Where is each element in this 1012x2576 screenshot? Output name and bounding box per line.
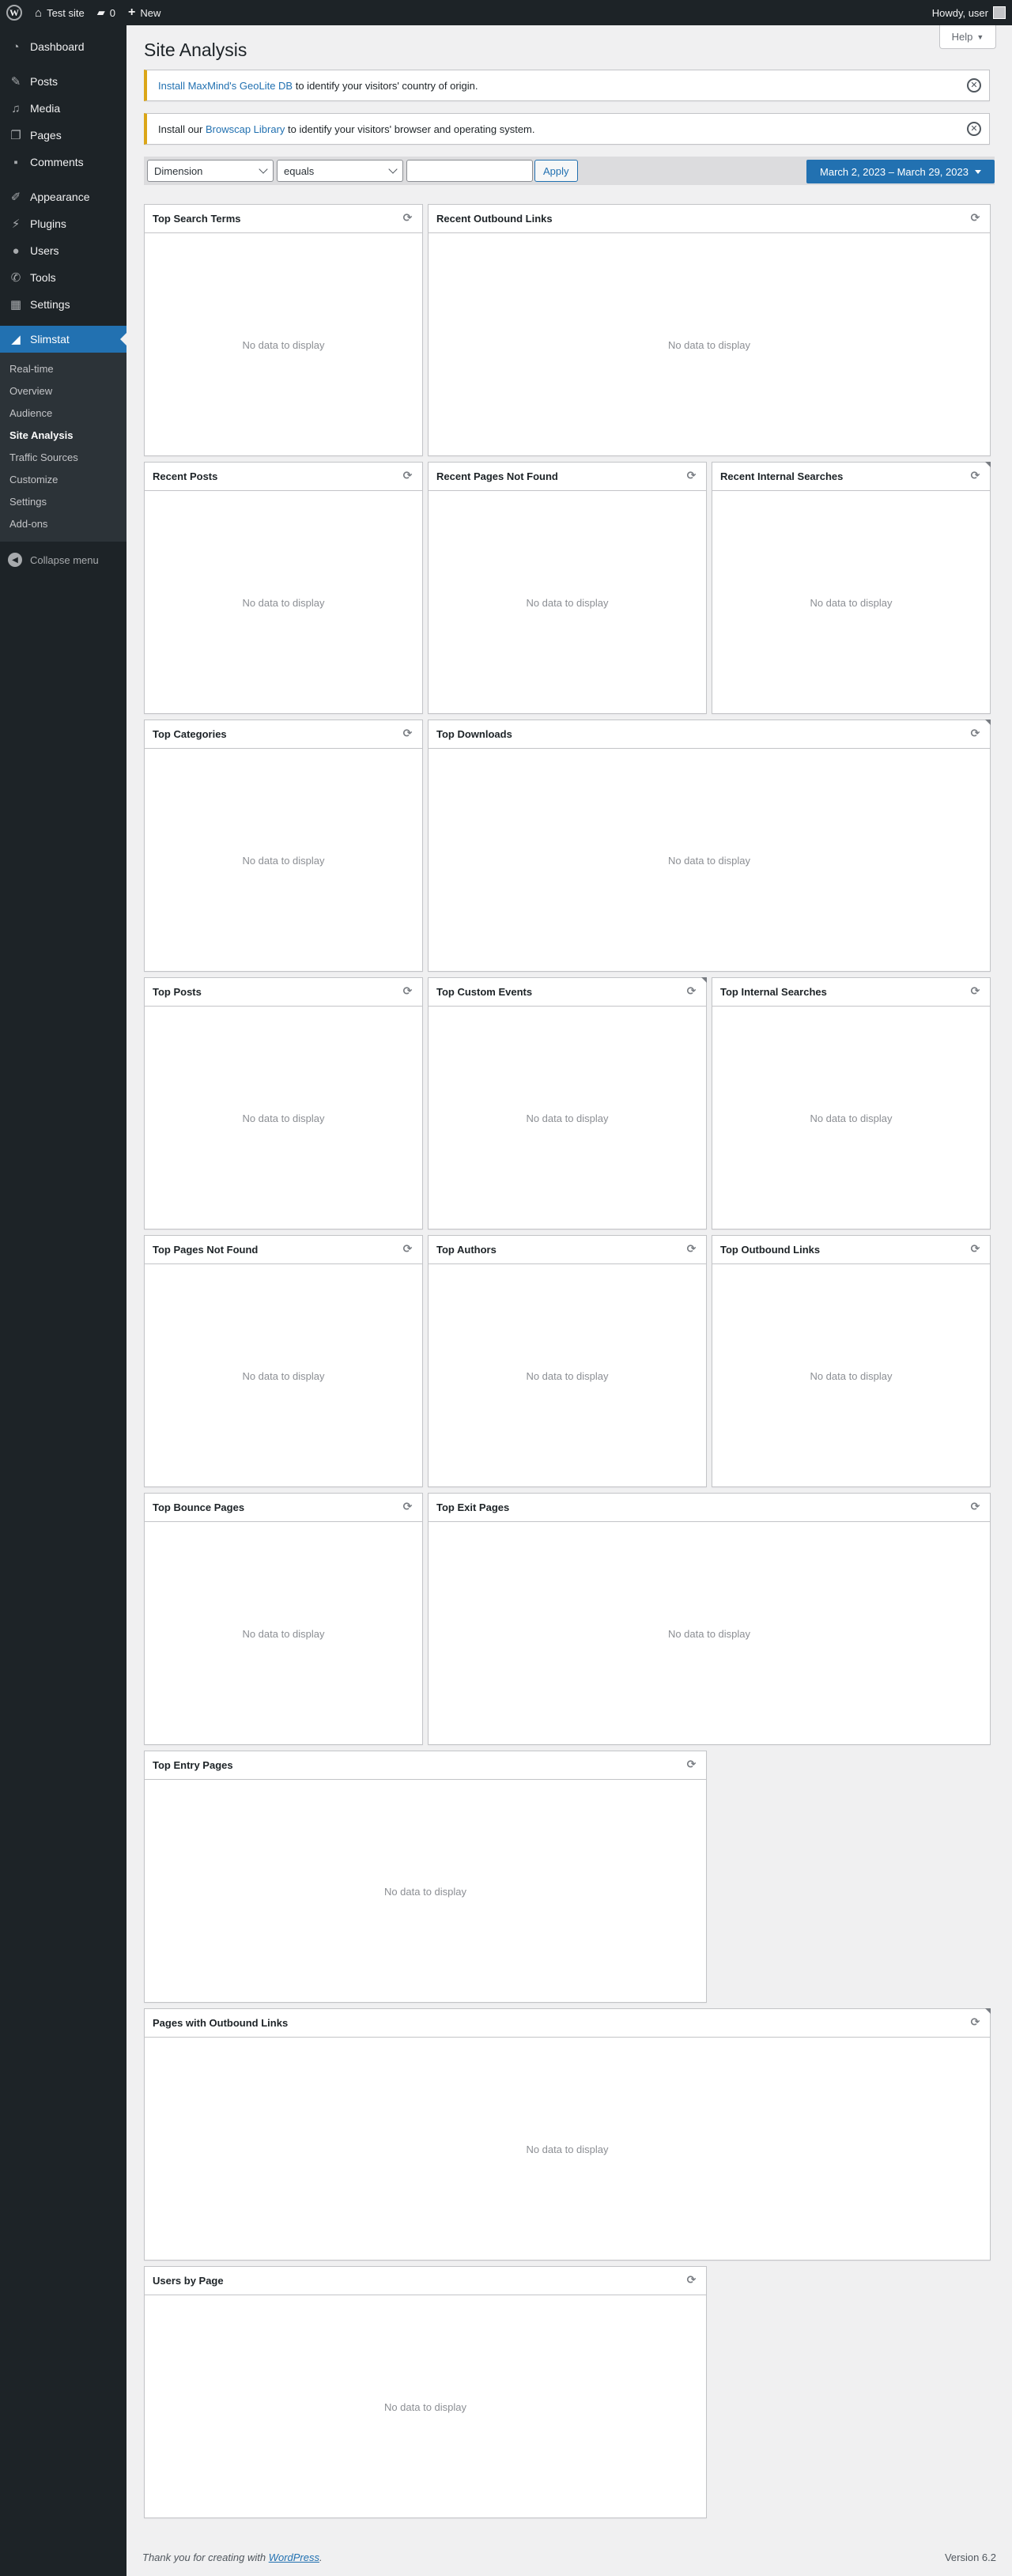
report-box-title: Top Internal Searches xyxy=(720,986,827,998)
refresh-icon[interactable]: ⟳ xyxy=(402,984,413,997)
report-box-empty: No data to display xyxy=(667,338,751,351)
submenu-item-customize[interactable]: Customize xyxy=(9,474,59,485)
report-box-empty: No data to display xyxy=(526,2143,609,2155)
sidebar-item-label: Tools xyxy=(30,271,56,284)
report-box-header[interactable] xyxy=(429,1494,990,1522)
report-box-recent-internal-searches xyxy=(712,462,991,714)
comment-icon: ▪ xyxy=(13,155,18,169)
sidebar-item-label: Appearance xyxy=(30,191,90,203)
report-box-top-categories xyxy=(144,720,423,972)
report-box-header[interactable] xyxy=(145,978,422,1007)
admin-bar xyxy=(0,0,1012,25)
refresh-icon[interactable]: ⟳ xyxy=(686,469,697,482)
report-box-title: Recent Outbound Links xyxy=(436,213,553,225)
refresh-icon[interactable]: ⟳ xyxy=(970,984,980,997)
refresh-icon[interactable]: ⟳ xyxy=(402,1242,413,1255)
report-box-empty: No data to display xyxy=(526,596,609,609)
refresh-icon[interactable]: ⟳ xyxy=(686,1242,697,1255)
sidebar-item-label: Settings xyxy=(30,298,70,311)
report-box-title: Top Categories xyxy=(153,728,227,740)
report-box-title: Top Authors xyxy=(436,1244,497,1256)
filter-bar xyxy=(144,157,995,185)
dashboard-icon: ◔ xyxy=(12,40,20,54)
report-box-title: Top Entry Pages xyxy=(153,1759,233,1771)
sidebar-item-slimstat[interactable] xyxy=(0,326,126,353)
report-box-header[interactable] xyxy=(429,205,990,233)
report-box-empty: No data to display xyxy=(810,1369,893,1382)
wordpress-logo-icon: W xyxy=(6,5,22,21)
report-box-header[interactable] xyxy=(145,720,422,749)
sidebar-item-label: Pages xyxy=(30,129,62,142)
report-box-empty: No data to display xyxy=(383,1885,467,1898)
sidebar-item-label: Comments xyxy=(30,156,84,168)
wrench-icon: ✆ xyxy=(10,271,21,285)
geolite-install-link[interactable]: Install MaxMind's GeoLite DB xyxy=(158,79,293,92)
report-box-title: Top Bounce Pages xyxy=(153,1501,245,1513)
sidebar-item-label: Slimstat xyxy=(30,333,70,346)
report-box-top-entry-pages xyxy=(144,1751,707,2003)
sidebar-item-comments[interactable] xyxy=(0,149,126,176)
report-box-top-downloads xyxy=(428,720,991,972)
report-box-header[interactable] xyxy=(145,1236,422,1264)
resize-corner-icon[interactable] xyxy=(985,720,991,725)
refresh-icon[interactable]: ⟳ xyxy=(970,211,980,224)
collapse-menu-button[interactable] xyxy=(0,546,126,573)
collapse-menu-label: Collapse menu xyxy=(30,553,99,566)
refresh-icon[interactable]: ⟳ xyxy=(402,469,413,482)
sidebar-item-label: Posts xyxy=(30,75,59,88)
refresh-icon[interactable]: ⟳ xyxy=(970,727,980,739)
submenu-item-site-analysis[interactable]: Site Analysis xyxy=(9,429,74,441)
wordpress-link[interactable]: WordPress xyxy=(268,2551,319,2563)
report-box-header[interactable] xyxy=(145,205,422,233)
report-box-title: Recent Internal Searches xyxy=(720,470,844,482)
plus-icon: + xyxy=(127,6,136,19)
report-box-title: Top Downloads xyxy=(436,728,512,740)
report-box-title: Recent Posts xyxy=(153,470,218,482)
plugin-icon: ⚡ xyxy=(11,217,21,231)
report-box-title: Top Posts xyxy=(153,986,202,998)
sidebar-item-label: Plugins xyxy=(30,217,66,230)
site-name-label: Test site xyxy=(47,6,85,19)
help-button[interactable] xyxy=(939,25,996,49)
report-box-empty: No data to display xyxy=(242,596,325,609)
sidebar-item-media[interactable] xyxy=(0,95,126,122)
comment-bubble-icon: ▰ xyxy=(96,6,105,18)
new-content-button[interactable] xyxy=(122,0,167,25)
dimension-select[interactable]: Dimension xyxy=(147,160,274,182)
report-box-empty: No data to display xyxy=(242,338,325,351)
resize-corner-icon[interactable] xyxy=(985,2008,991,2014)
report-box-top-bounce-pages xyxy=(144,1493,423,1745)
report-box-header[interactable] xyxy=(429,720,990,749)
refresh-icon[interactable]: ⟳ xyxy=(686,1758,697,1770)
report-box-title: Pages with Outbound Links xyxy=(153,2017,289,2029)
sidebar-item-tools[interactable] xyxy=(0,264,126,291)
report-box-empty: No data to display xyxy=(810,1112,893,1124)
report-box-top-custom-events xyxy=(428,977,707,1229)
comments-link[interactable] xyxy=(91,0,122,25)
wordpress-logo-button[interactable] xyxy=(0,0,28,25)
main-content xyxy=(126,25,1012,2576)
refresh-icon[interactable]: ⟳ xyxy=(686,2273,697,2286)
sidebar-item-dashboard[interactable] xyxy=(0,33,126,60)
report-box-top-authors xyxy=(428,1235,707,1487)
dismiss-icon[interactable]: ✕ xyxy=(967,122,981,136)
refresh-icon[interactable]: ⟳ xyxy=(970,1242,980,1255)
media-icon: ♫ xyxy=(11,101,21,115)
geolite-notice xyxy=(144,70,990,101)
sidebar-item-label: Dashboard xyxy=(30,40,85,53)
report-box-header[interactable] xyxy=(145,2009,990,2038)
notice-text: Install MaxMind's GeoLite DB to identify your visitors' country of origin. xyxy=(158,79,478,92)
report-box-empty: No data to display xyxy=(526,1369,609,1382)
report-box-top-pages-not-found xyxy=(144,1235,423,1487)
report-box-header[interactable] xyxy=(145,1494,422,1522)
sidebar-item-users[interactable] xyxy=(0,237,126,264)
sidebar-item-posts[interactable] xyxy=(0,68,126,95)
notice-text: Install our Browscap Library to identify your visitors' browser and operating system. xyxy=(158,123,535,135)
report-box-header[interactable] xyxy=(145,2267,706,2295)
refresh-icon[interactable]: ⟳ xyxy=(402,727,413,739)
report-box-empty: No data to display xyxy=(526,1112,609,1124)
report-box-empty: No data to display xyxy=(242,1627,325,1640)
submenu-item-real-time[interactable]: Real-time xyxy=(9,363,54,375)
home-icon: ⌂ xyxy=(35,6,43,20)
page-title: Site Analysis xyxy=(144,40,247,60)
avatar xyxy=(993,6,1006,19)
operator-select[interactable]: equals xyxy=(277,160,403,182)
howdy-label: Howdy, user xyxy=(931,6,988,19)
refresh-icon[interactable]: ⟳ xyxy=(970,469,980,482)
brush-icon: ✐ xyxy=(10,191,21,204)
new-label: New xyxy=(140,6,161,19)
report-box-header[interactable] xyxy=(712,978,990,1007)
report-box-header[interactable] xyxy=(712,463,990,491)
refresh-icon[interactable]: ⟳ xyxy=(970,1500,980,1513)
report-box-title: Top Pages Not Found xyxy=(153,1244,259,1256)
report-box-recent-posts xyxy=(144,462,423,714)
submenu-item-traffic-sources[interactable]: Traffic Sources xyxy=(9,451,78,463)
settings-icon: ▦ xyxy=(9,298,22,312)
sidebar-item-appearance[interactable] xyxy=(0,183,126,210)
report-box-header[interactable] xyxy=(429,463,706,491)
collapse-arrow-icon: ◀ xyxy=(8,553,22,567)
report-box-top-search-terms xyxy=(144,204,423,456)
sidebar-item-settings[interactable] xyxy=(0,291,126,318)
report-box-empty: No data to display xyxy=(383,2400,467,2413)
caret-down-icon: ▼ xyxy=(976,32,984,41)
sidebar-item-pages[interactable] xyxy=(0,122,126,149)
help-label: Help xyxy=(951,31,973,43)
my-account-link[interactable] xyxy=(926,0,1012,25)
chart-icon: ◢ xyxy=(11,333,21,346)
report-box-top-posts xyxy=(144,977,423,1229)
report-box-empty: No data to display xyxy=(667,854,751,867)
report-box-pages-with-outbound-links xyxy=(144,2008,991,2261)
sidebar-item-label: Media xyxy=(30,102,61,115)
report-box-empty: No data to display xyxy=(242,1112,325,1124)
footer-version: Version 6.2 xyxy=(944,2551,996,2563)
resize-corner-icon[interactable] xyxy=(701,977,707,983)
report-box-empty: No data to display xyxy=(810,596,893,609)
report-box-title: Top Search Terms xyxy=(153,213,241,225)
report-box-empty: No data to display xyxy=(242,854,325,867)
report-box-top-outbound-links xyxy=(712,1235,991,1487)
report-box-title: Users by Page xyxy=(153,2275,224,2287)
chevron-down-icon xyxy=(388,164,397,173)
report-box-recent-pages-not-found xyxy=(428,462,707,714)
refresh-icon[interactable]: ⟳ xyxy=(402,1500,413,1513)
refresh-icon[interactable]: ⟳ xyxy=(686,984,697,997)
slimstat-submenu xyxy=(0,353,126,542)
sidebar-item-label: Users xyxy=(30,244,59,257)
pages-icon: ❐ xyxy=(10,129,21,142)
refresh-icon[interactable]: ⟳ xyxy=(970,2015,980,2028)
comments-count: 0 xyxy=(109,6,115,19)
report-box-header[interactable] xyxy=(145,463,422,491)
report-box-empty: No data to display xyxy=(667,1627,751,1640)
refresh-icon[interactable]: ⟳ xyxy=(402,211,413,224)
pin-icon: ✎ xyxy=(10,75,21,89)
report-box-recent-outbound-links xyxy=(428,204,991,456)
report-box-top-internal-searches xyxy=(712,977,991,1229)
submenu-item-add-ons[interactable]: Add-ons xyxy=(9,518,48,530)
caret-down-icon xyxy=(975,170,981,174)
report-box-header[interactable] xyxy=(429,978,706,1007)
report-box-title: Top Custom Events xyxy=(436,986,533,998)
dismiss-icon[interactable]: ✕ xyxy=(967,78,981,93)
browscap-notice xyxy=(144,113,990,145)
browscap-install-link[interactable]: Browscap Library xyxy=(205,123,285,135)
chevron-down-icon xyxy=(259,164,267,173)
admin-sidebar xyxy=(0,25,126,2576)
report-box-title: Recent Pages Not Found xyxy=(436,470,558,482)
resize-corner-icon[interactable] xyxy=(985,462,991,467)
report-box-top-exit-pages xyxy=(428,1493,991,1745)
report-box-users-by-page xyxy=(144,2266,707,2518)
report-box-header[interactable] xyxy=(145,1751,706,1780)
user-icon: ● xyxy=(12,244,20,258)
report-box-title: Top Exit Pages xyxy=(436,1501,510,1513)
submenu-item-overview[interactable]: Overview xyxy=(9,385,53,397)
sidebar-item-plugins[interactable] xyxy=(0,210,126,237)
date-range-button[interactable]: March 2, 2023 – March 29, 2023 xyxy=(806,160,995,183)
report-box-empty: No data to display xyxy=(242,1369,325,1382)
filter-value-input[interactable] xyxy=(406,160,533,182)
admin-menu xyxy=(0,33,126,573)
footer-thanks: Thank you for creating with WordPress. xyxy=(142,2551,323,2563)
site-name-link[interactable] xyxy=(28,0,91,25)
report-box-header[interactable] xyxy=(429,1236,706,1264)
submenu-item-audience[interactable]: Audience xyxy=(9,407,53,419)
report-box-title: Top Outbound Links xyxy=(720,1244,821,1256)
submenu-item-settings[interactable]: Settings xyxy=(9,496,47,508)
apply-button[interactable]: Apply xyxy=(534,160,578,182)
report-box-header[interactable] xyxy=(712,1236,990,1264)
